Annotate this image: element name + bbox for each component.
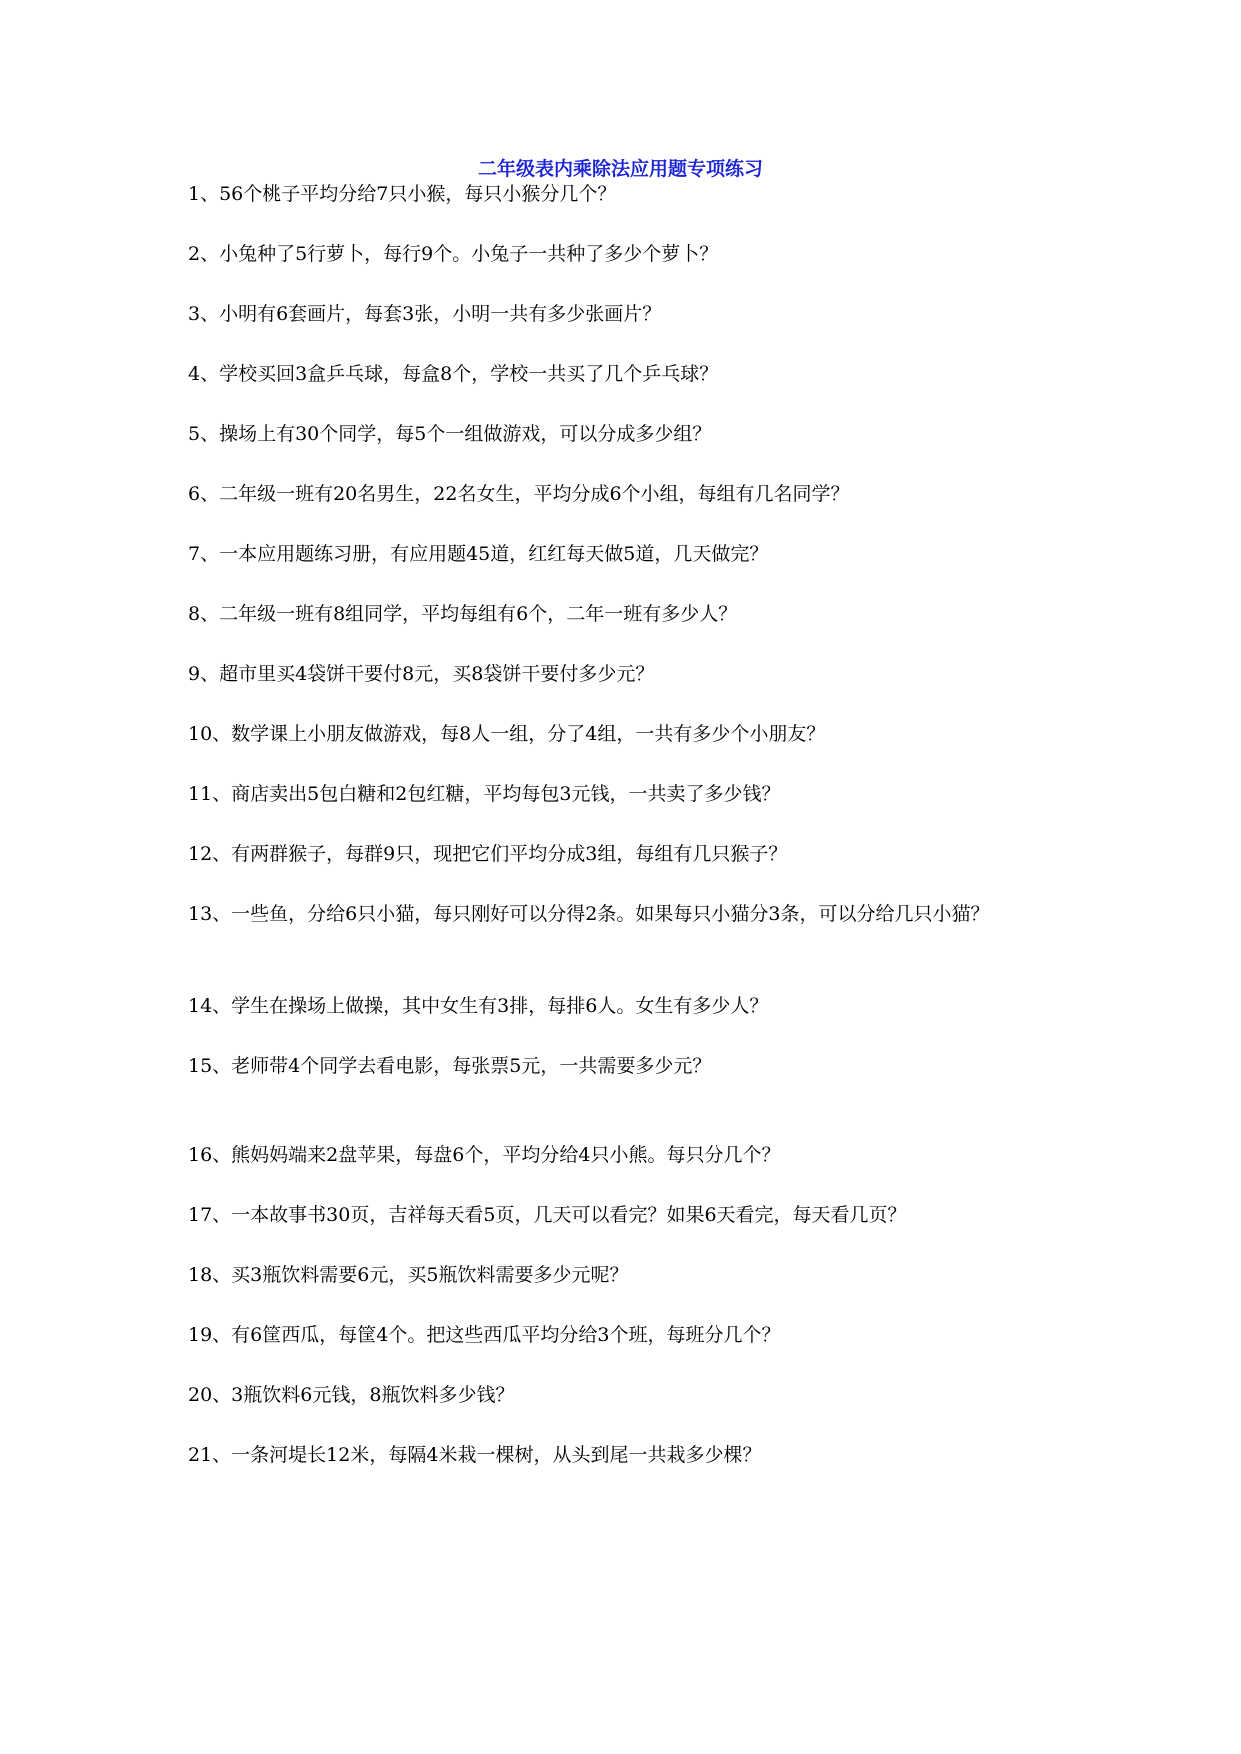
question-13: 13、一些鱼，分给6只小猫，每只刚好可以分得2条。如果每只小猫分3条，可以分给几只小猫？ [188,903,990,925]
question-6: 6、二年级一班有20名男生，22名女生，平均分成6个小组，每组有几名同学？ [188,483,850,505]
question-18: 18、买3瓶饮料需要6元，买5瓶饮料需要多少元呢？ [188,1264,629,1286]
question-7: 7、一本应用题练习册，有应用题45道，红红每天做5道，几天做完？ [188,543,769,565]
question-9: 9、超市里买4袋饼干要付8元，买8袋饼干要付多少元？ [188,663,655,685]
document-title: 二年级表内乘除法应用题专项练习 [477,158,763,180]
question-11: 11、商店卖出5包白糖和2包红糖，平均每包3元钱，一共卖了多少钱？ [188,783,781,805]
question-17: 17、一本故事书30页，吉祥每天看5页，几天可以看完？如果6天看完，每天看几页？ [188,1204,907,1226]
question-16: 16、熊妈妈端来2盘苹果，每盘6个，平均分给4只小熊。每只分几个？ [188,1144,781,1166]
question-14: 14、学生在操场上做操，其中女生有3排，每排6人。女生有多少人？ [188,995,769,1017]
question-5: 5、操场上有30个同学，每5个一组做游戏，可以分成多少组？ [188,423,712,445]
question-4: 4、学校买回3盒乒乓球，每盒8个，学校一共买了几个乒乓球？ [188,363,719,385]
question-19: 19、有6筐西瓜，每筐4个。把这些西瓜平均分给3个班，每班分几个？ [188,1324,781,1346]
question-8: 8、二年级一班有8组同学，平均每组有6个，二年一班有多少人？ [188,603,738,625]
question-2: 2、小兔种了5行萝卜，每行9个。小兔子一共种了多少个萝卜？ [188,243,719,265]
question-3: 3、小明有6套画片，每套3张，小明一共有多少张画片？ [188,303,662,325]
question-21: 21、一条河堤长12米，每隔4米栽一棵树，从头到尾一共栽多少棵？ [188,1444,762,1466]
question-1: 1、56个桃子平均分给7只小猴，每只小猴分几个？ [188,183,617,205]
question-20: 20、3瓶饮料6元钱，8瓶饮料多少钱？ [188,1384,515,1406]
question-12: 12、有两群猴子，每群9只，现把它们平均分成3组，每组有几只猴子？ [188,843,788,865]
question-15: 15、老师带4个同学去看电影，每张票5元，一共需要多少元？ [188,1055,712,1077]
question-10: 10、数学课上小朋友做游戏，每8人一组，分了4组，一共有多少个小朋友？ [188,723,826,745]
